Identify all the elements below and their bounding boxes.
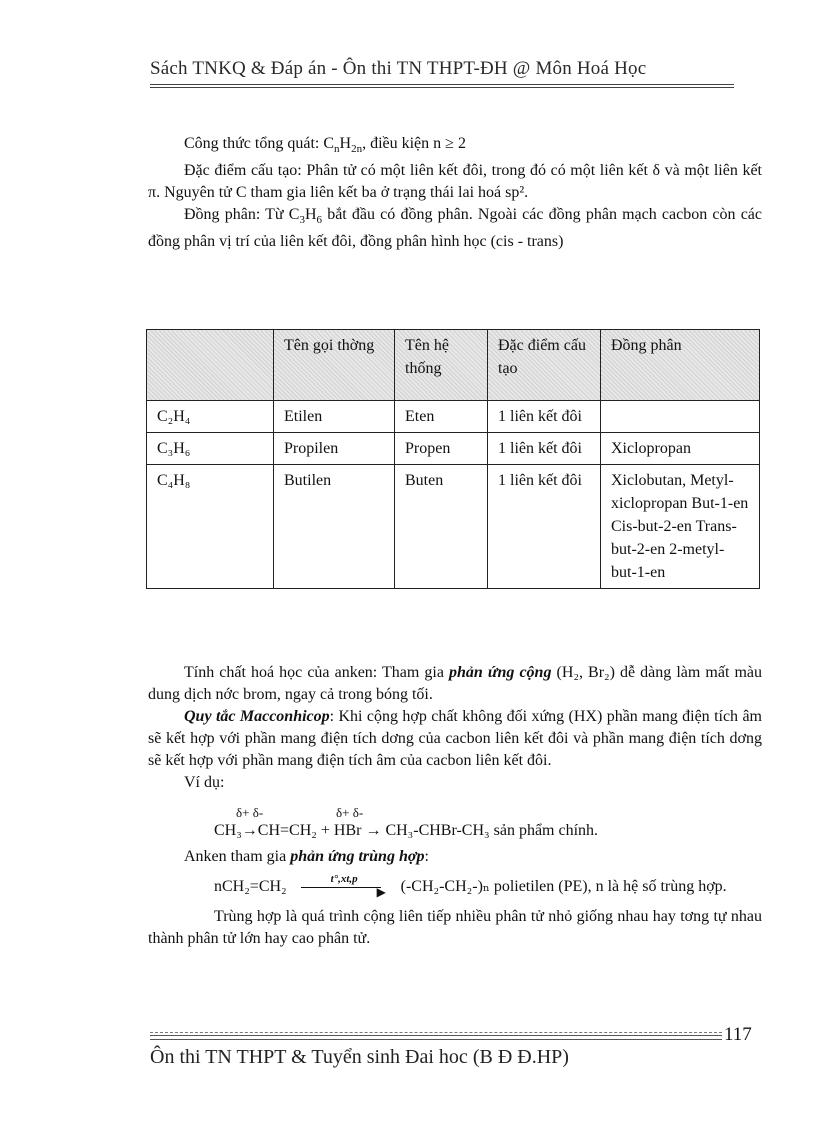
general-formula [148, 133, 762, 160]
table-cell: C₂H₄ [147, 401, 274, 433]
formula-label: Công thức tổng quát: C [184, 135, 334, 152]
page-header: Sách TNKQ & Đáp án - Ôn thi TN THPT-ĐH @ Môn Hoá Học [150, 58, 647, 79]
isomer-h: H [304, 206, 317, 224]
formula-h: H [339, 135, 352, 152]
formula-sub-n: n [334, 143, 340, 156]
example-label: Ví dụ: [184, 774, 225, 791]
formula-condition: , điều kiện n ≥ 2 [362, 135, 466, 152]
header-divider [150, 84, 734, 88]
table-cell: 1 liên kết đôi [488, 433, 601, 465]
markovnikov-text: : Khi cộng hợp chất không đối xứng (HX) phần mang điện tích âm sẽ kết hợp với phần mang điện tích dơng của cacbon liên kết đôi và phần mang điện tích dơng sẽ kết hợp với phần mang điện tích âm của cacbon liên kết đôi. [148, 708, 762, 769]
table-header-cell: Đặc điểm cấu tạo [488, 330, 601, 401]
table-header-cell: Đồng phân [601, 330, 760, 401]
table-cell [601, 401, 760, 433]
page-footer: Ôn thi TN THPT & Tuyển sinh Đai hoc (B Đ Đ.HP) [150, 1046, 569, 1068]
reaction-arrow-icon: t°,xt,p ▶ [301, 880, 387, 894]
table-header-row [147, 330, 760, 401]
poly-term: phản ứng trùng hợp [290, 848, 425, 865]
structure-paragraph: Đặc điểm cấu tạo: Phân tử có một liên kết đôi, trong đó có một liên kết δ và một liên kết π. Nguyên tử C tham gia liên kết ba ở trạng thái lai hoá sp². [148, 162, 762, 202]
formula-sub-2n: 2n [351, 143, 363, 156]
table-cell: Etilen [274, 401, 395, 433]
table-row [147, 465, 760, 589]
table-cell: C₄H₈ [147, 465, 274, 589]
table-cell: Butilen [274, 465, 395, 589]
table-cell: Buten [395, 465, 488, 589]
polymerization-paragraph [148, 846, 762, 868]
polymerization-equation [214, 873, 762, 900]
intro-section [148, 133, 762, 253]
poly-reactant: nCH₂=CH₂ [214, 878, 287, 895]
poly-colon: : [424, 848, 429, 865]
markovnikov-paragraph [148, 706, 762, 772]
table-cell: Xiclopropan [601, 433, 760, 465]
table-header-cell: Tên gọi thờng [274, 330, 395, 401]
addition-lead: Tính chất hoá học của anken: Tham gia [184, 664, 450, 681]
table-header-cell: Tên hệ thống [395, 330, 488, 401]
alkene-table [146, 329, 760, 589]
markovnikov-term: Quy tắc Macconhicop [184, 708, 330, 725]
polymer-definition: Trùng hợp là quá trình cộng liên tiếp nhiều phân tử nhỏ giống nhau hay tơng tự nhau thành phân tử lớn hay cao phân tử. [148, 908, 762, 947]
isomer-paragraph [148, 204, 762, 253]
table-header-cell [147, 330, 274, 401]
isomer-sub3: 3 [299, 214, 305, 227]
addition-paragraph [148, 662, 762, 706]
reaction-equation [214, 802, 762, 846]
charge-label: δ+ δ- [236, 805, 264, 820]
page-number: 117 [724, 1024, 752, 1045]
footer-divider [150, 1035, 722, 1040]
table-cell: Xiclobutan, Metyl-xiclopropan But-1-en Cis-but-2-en Trans-but-2-en 2-metyl-but-1-en [601, 465, 760, 589]
table-cell: Propilen [274, 433, 395, 465]
table-row [147, 433, 760, 465]
addition-rest: (H₂, Br₂) dễ dàng làm mất màu dung dịch nớc brom, ngay cả trong bóng tối. [148, 664, 763, 703]
addition-term: phản ứng cộng [449, 664, 552, 681]
table-cell: Propen [395, 433, 488, 465]
isomer-lead: Đồng phân: Từ C [184, 206, 300, 224]
table-cell: Eten [395, 401, 488, 433]
chemistry-section [148, 662, 762, 950]
isomer-rest: bắt đầu có đồng phân. Ngoài các đồng phân mạch cacbon còn các đồng phân vị trí của liên kết đôi, đồng phân hình học (cis - trans) [148, 206, 762, 251]
isomer-sub6: 6 [316, 214, 323, 227]
charge-label: δ+ δ- [336, 805, 364, 820]
reaction-formula: CH₃→CH=CH₂ + HBr → CH₃-CHBr-CH₃ sản phẩm chính. [214, 822, 599, 839]
table-row [147, 401, 760, 433]
table-cell: 1 liên kết đôi [488, 401, 601, 433]
table-cell: 1 liên kết đôi [488, 465, 601, 589]
poly-product: (-CH₂-CH₂-)ₙ polietilen (PE), n là hệ số trùng hợp. [400, 878, 727, 895]
table-cell: C₃H₆ [147, 433, 274, 465]
poly-lead: Anken tham gia [184, 848, 291, 865]
arrow-condition: t°,xt,p [330, 873, 358, 886]
